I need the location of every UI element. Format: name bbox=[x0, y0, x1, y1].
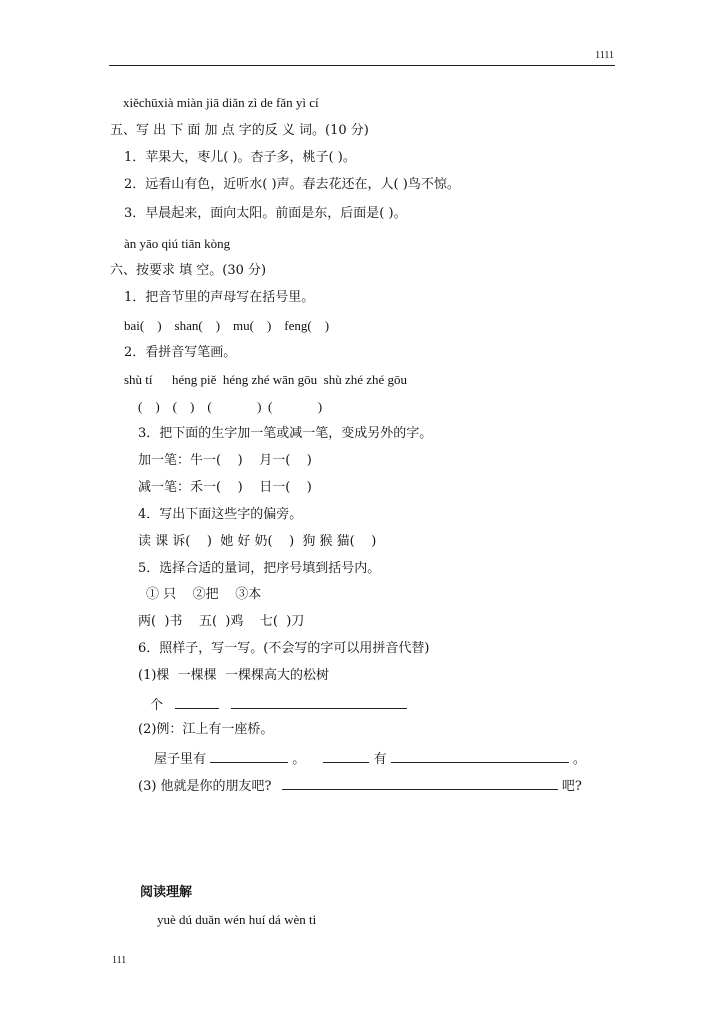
q1-syllables: bai( ) shan( ) mu( ) feng( ) bbox=[124, 318, 330, 333]
header-rule bbox=[109, 65, 615, 66]
footer-page-number: 111 bbox=[112, 955, 127, 966]
section-6-title: 六、按要求 填 空。(30 分) bbox=[110, 263, 267, 278]
q6-part-1-answer-row bbox=[150, 696, 407, 714]
answer-blank[interactable] bbox=[231, 696, 407, 709]
q6-part-2-prompt: 屋子里有 bbox=[154, 752, 207, 767]
q4-instruction: 4．写出下面这些字的偏旁。 bbox=[138, 507, 303, 522]
pinyin-section-6: àn yāo qiú tiān kòng bbox=[124, 236, 231, 251]
q6-part-1: (1)棵 一棵棵 一棵棵高大的松树 bbox=[138, 668, 329, 683]
section-5-item-1: 1．苹果大，枣儿( )。杏子多，桃子( )。 bbox=[124, 150, 356, 165]
q6-part-2-period: 。 bbox=[292, 752, 306, 767]
q6-instruction: 6．照样子，写一写。(不会写的字可以用拼音代替) bbox=[138, 641, 430, 656]
answer-blank[interactable] bbox=[175, 696, 219, 709]
section-5-item-2: 2．远看山有色，近听水( )声。春去花还在，人( )鸟不惊。 bbox=[124, 177, 460, 192]
reading-title: 阅读理解 bbox=[140, 885, 193, 900]
q6-part-3-ending: 吧? bbox=[561, 779, 582, 794]
section-5-item-3: 3．早晨起来，面向太阳。前面是东，后面是( )。 bbox=[124, 206, 407, 221]
q1-instruction: 1．把音节里的声母写在括号里。 bbox=[124, 290, 315, 305]
q6-part-1-measure-word: 个 bbox=[150, 698, 164, 713]
q3-remove-stroke: 减一笔：禾一( ) 日一( ) bbox=[138, 480, 312, 495]
q6-part-2-answer-row bbox=[154, 750, 586, 768]
q5-options: ① 只 ②把 ③本 bbox=[146, 587, 262, 602]
q6-part-3-row bbox=[138, 777, 582, 795]
q6-part-3-prompt: (3) 他就是你的朋友吧? bbox=[138, 779, 272, 794]
q6-part-2-period-2: 。 bbox=[572, 752, 586, 767]
q3-instruction: 3．把下面的生字加一笔或减一笔，变成另外的字。 bbox=[138, 426, 433, 441]
header-page-number: 1111 bbox=[595, 50, 614, 61]
q2-stroke-pinyin: shù tí héng piě héng zhé wān gōu shù zhé zhé gōu bbox=[124, 372, 408, 387]
answer-blank[interactable] bbox=[391, 750, 569, 763]
section-5-title: 五、写 出 下 面 加 点 字的反 义 词。(10 分) bbox=[110, 123, 369, 138]
answer-blank[interactable] bbox=[210, 750, 288, 763]
reading-pinyin: yuè dú duǎn wén huí dá wèn ti bbox=[157, 912, 317, 927]
q6-part-2: (2)例：江上有一座桥。 bbox=[138, 722, 274, 737]
q6-part-2-you: 有 bbox=[373, 752, 387, 767]
q5-blanks: 两( )书 五( )鸡 七( )刀 bbox=[138, 614, 305, 629]
answer-blank[interactable] bbox=[323, 750, 369, 763]
q2-instruction: 2．看拼音写笔画。 bbox=[124, 345, 237, 360]
q4-radicals: 读 课 诉( ) 她 好 奶( ) 狗 猴 猫( ) bbox=[138, 534, 377, 549]
answer-blank[interactable] bbox=[282, 777, 558, 790]
q2-blanks: ( ) ( ) ( ) ( ) bbox=[138, 399, 323, 414]
q5-instruction: 5．选择合适的量词，把序号填到括号内。 bbox=[138, 561, 381, 576]
pinyin-section-5: xiěchūxià miàn jiā diǎn zì de fǎn yì cí bbox=[123, 95, 319, 110]
q3-add-stroke: 加一笔：牛一( ) 月一( ) bbox=[138, 453, 312, 468]
